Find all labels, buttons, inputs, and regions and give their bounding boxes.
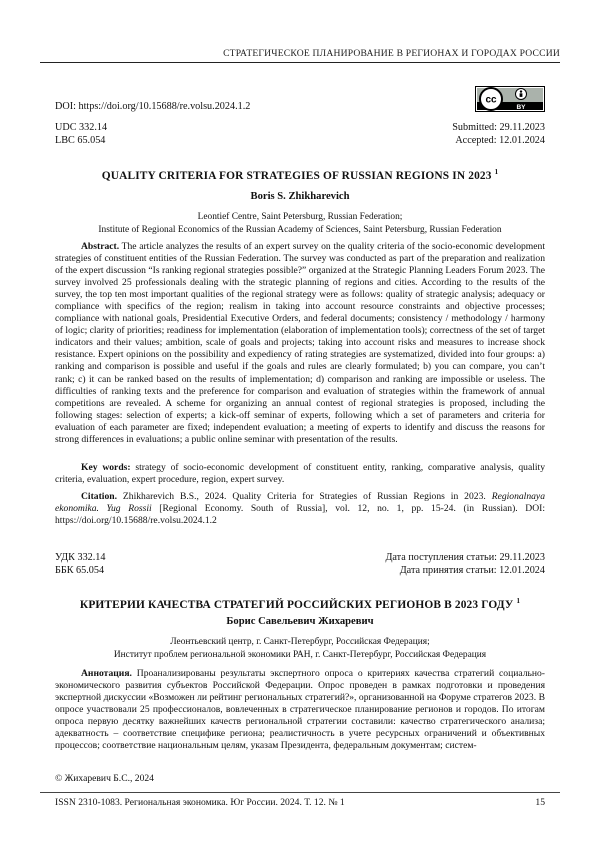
title-ru-text: КРИТЕРИИ КАЧЕСТВА СТРАТЕГИЙ РОССИЙСКИХ РЕГИОНОВ В 2023 ГОДУ xyxy=(79,598,514,611)
keywords-label: Key words: xyxy=(81,462,131,473)
affiliation-en xyxy=(55,211,545,236)
running-head: СТРАТЕГИЧЕСКОЕ ПЛАНИРОВАНИЕ В РЕГИОНАХ И ГОРОДАХ РОССИИ xyxy=(223,48,560,59)
abstract-label: Abstract. xyxy=(81,241,120,252)
top-rule xyxy=(40,62,560,63)
copyright: © Жихаревич Б.С., 2024 xyxy=(55,773,154,784)
cc-by-label: BY xyxy=(516,104,526,111)
citation-text-b: [Regional Economy. South of Russia], vol. 12, no. 1, pp. 15-24. (in Russian). DOI: https://doi.org/10.15688/re.volsu.2024.1.2 xyxy=(55,503,545,527)
annotation-label: Аннотация. xyxy=(81,668,132,679)
meta-left-ru xyxy=(55,551,106,577)
affiliation-ru xyxy=(55,636,545,661)
meta-right-en xyxy=(452,121,545,147)
author-en: Boris S. Zhikharevich xyxy=(250,191,350,202)
doi-link[interactable]: DOI: https://doi.org/10.15688/re.volsu.2024.1.2 xyxy=(55,101,251,112)
keywords-text: strategy of socio-economic development of constituent entity, ranking, comparative analysis, quality criteria, evaluation, expert procedure, region, expert survey. xyxy=(55,462,545,486)
keywords-en xyxy=(55,462,545,486)
udc: UDC 332.14 xyxy=(55,122,108,133)
abstract-en xyxy=(55,241,545,446)
annotation-text: Проанализированы результаты экспертного опроса о критериях качества стратегий социально-экономического развития субъектов Российской Федерации. Опрос проведен в рамках подготовки и проведения экспертной дискуссии «Возможен ли рейтинг региональных стратегий?», организованной на Форуме стратегов 2023. В опросе участвовали 25 профессионалов, вовлеченных в стратегическое планирование регионов и городов. По итогам опроса первую десятку важнейших качеств региональной стратегии составили: качество стратегического анализа; адекватность – соответствие специфике региона; реалистичность в учете ресурсных ограничений и объективных процессов; соответствие национальным целям, указам Президента, федеральным документам; систем- xyxy=(55,668,545,752)
accepted-ru: Дата принятия статьи: 12.01.2024 xyxy=(399,565,545,576)
affiliation-en-2: Institute of Regional Economics of the Russian Academy of Sciences, Saint Petersburg, Russian Federation xyxy=(98,224,502,235)
received-ru: Дата поступления статьи: 29.11.2023 xyxy=(385,552,545,563)
meta-right-ru xyxy=(385,551,545,577)
submitted-date: Submitted: 29.11.2023 xyxy=(452,122,545,133)
footer-issn: ISSN 2310-1083. Региональная экономика. Юг России. 2024. Т. 12. № 1 xyxy=(55,797,345,808)
title-en-text: QUALITY CRITERIA FOR STRATEGIES OF RUSSIAN REGIONS IN 2023 xyxy=(101,169,492,182)
udk-ru: УДК 332.14 xyxy=(55,552,106,563)
bottom-rule xyxy=(40,792,560,793)
meta-left-en xyxy=(55,121,107,147)
cc-by-icon[interactable] xyxy=(475,86,545,112)
author-ru: Борис Савельевич Жихаревич xyxy=(226,616,374,627)
title-en-footnote[interactable]: 1 xyxy=(494,168,499,176)
abstract-text: The article analyzes the results of an expert survey on the quality criteria of the socio-economic development strategies of constituent entities of the Russian Federation. The survey was conducted as part of the preparation and realization of the expert discussion “Is ranking regional strategies possible?” organized at the Strategic Planning Leaders Forum 2023. The survey involved 25 professionals dealing with the strategic planning of regions and cities. According to the results of the survey, the top ten most important qualities of the regional strategy were as follows: quality of strategic analysis; adequacy or compliance with specifics of the region; realism in taking into account resource constraints and objective processes; compliance with national goals, Presidential Executive Orders, and federal documents; consistency / methodology / harmony of logic; clarity of priorities; readiness for implementation (elaboration of implementation tools); correctness of the set of target indicators and their values; ambition, scale of goals and projects; taking into account risks and measures to increase shock resistance. Expert opinions on the possibility and expediency of rating strategies are systematized, divided into four groups: a) ranking and comparison is possible and useful if the goals and rules are clearly formulated; b) you can compare, you can’t rank; c) it can be ranked based on the results of implementation; d) comparison and ranking are impossible or useless. The difficulties of ranking texts and the preference for comparison and evaluation of strategies within the framework of annual competitions are revealed. A scheme for organizing an annual contest of regional strategies is proposed, including the following stages: selection of experts; a kick-off seminar of experts, following which a set of parameters and criteria for evaluation of each parameter are fixed; independent evaluation; a meeting of experts to identify and discuss the reasons for strong differences in evaluations; a public online seminar with presentation of the results. xyxy=(55,241,545,445)
title-ru xyxy=(55,597,545,611)
affiliation-en-1: Leontief Centre, Saint Petersburg, Russian Federation; xyxy=(197,212,403,222)
citation-text-a: Zhikharevich B.S., 2024. Quality Criteria for Strategies of Russian Regions in 2023. xyxy=(116,491,492,502)
title-ru-footnote[interactable]: 1 xyxy=(516,597,521,605)
accepted-date: Accepted: 12.01.2024 xyxy=(455,135,545,146)
citation-label: Citation. xyxy=(81,491,117,502)
bbk-ru: ББК 65.054 xyxy=(55,565,105,576)
citation-en xyxy=(55,491,545,527)
annotation-ru xyxy=(55,668,545,752)
affiliation-ru-2: Институт проблем региональной экономики РАН, г. Санкт-Петербург, Российская Федерация xyxy=(113,649,487,660)
title-en xyxy=(55,168,545,182)
svg-text:cc: cc xyxy=(485,94,497,106)
lbc: LBC 65.054 xyxy=(55,135,106,146)
page-number: 15 xyxy=(535,797,545,808)
affiliation-ru-1: Леонтьевский центр, г. Санкт-Петербург, Российская Федерация; xyxy=(170,637,430,647)
citation-journal: Regionalnaya ekonomika. Yug Rossii xyxy=(55,491,545,515)
